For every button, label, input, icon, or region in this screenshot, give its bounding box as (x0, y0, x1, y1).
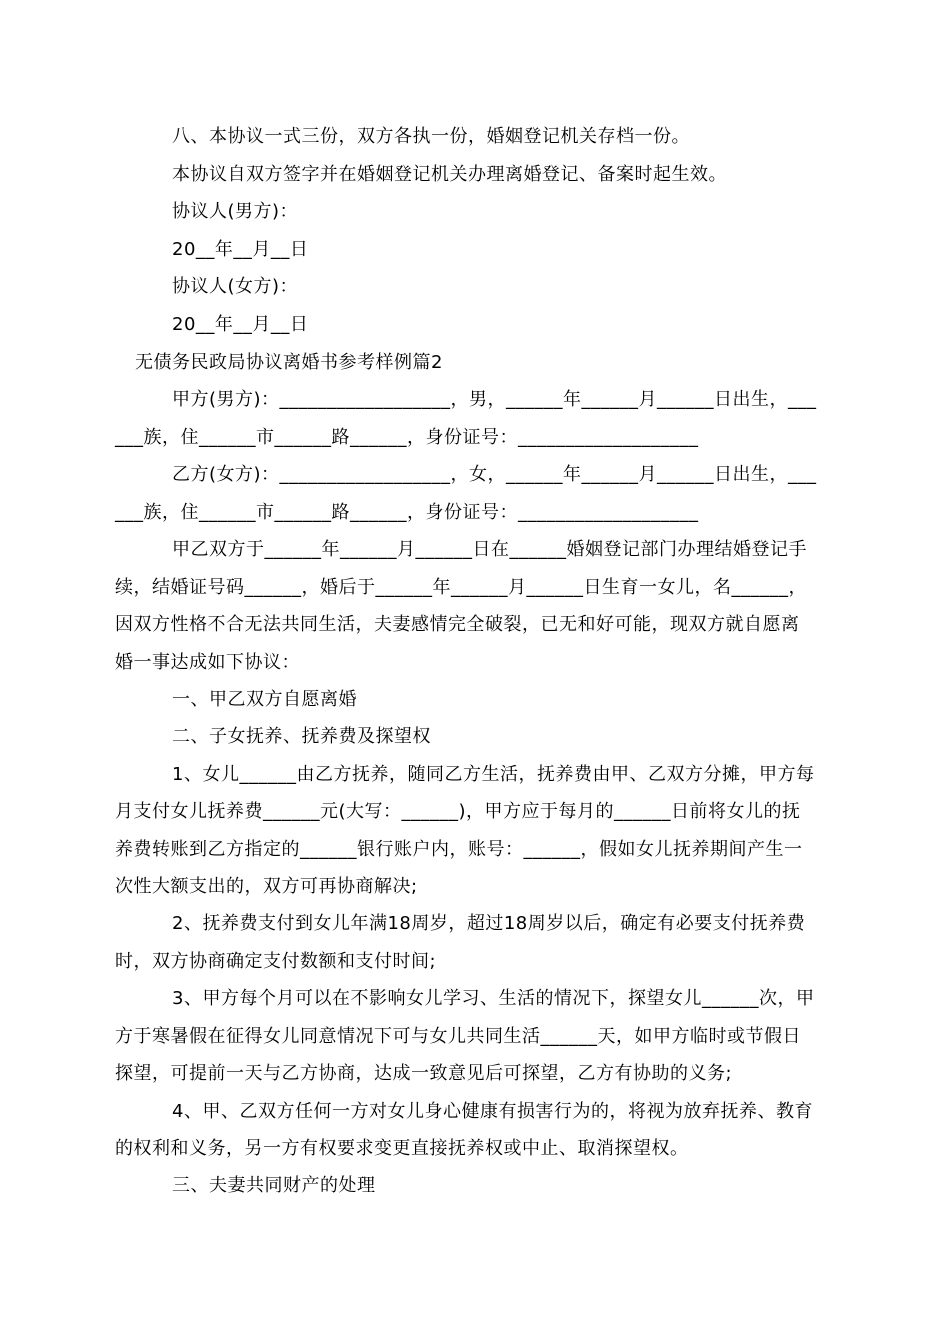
item-4-line-1: 4、甲、乙双方任何一方对女儿身心健康有损害行为的，将视为放弃抚养、教育 (172, 1101, 813, 1122)
item-3-line-1: 3、甲方每个月可以在不影响女儿学习、生活的情况下，探望女儿______次，甲 (172, 988, 815, 1009)
effective-clause-line: 本协议自双方签字并在婚姻登记机关办理离婚登记、备案时起生效。 (172, 164, 727, 185)
section-heading: 无债务民政局协议离婚书参考样例篇2 (135, 352, 443, 373)
party-b-line-1: 乙方(女方)：__________________，女，______年______月______日出生，___ (172, 464, 817, 485)
item-3-line-3: 探望，可提前一天与乙方协商，达成一致意见后可探望，乙方有协助的义务; (115, 1063, 733, 1084)
marriage-paragraph-line-3: 因双方性格不合无法共同生活，夫妻感情完全破裂，已无和好可能，现双方就自愿离 (115, 614, 800, 635)
party-a-line-2: ___族，住______市______路______，身份证号：___________________ (115, 427, 699, 448)
signatory-female-label: 协议人(女方)： (172, 276, 299, 297)
marriage-paragraph-line-2: 续，结婚证号码______，婚后于______年______月______日生育一女儿，名______， (115, 577, 807, 598)
item-1-line-3: 养费转账到乙方指定的______银行账户内，账号：______，假如女儿抚养期间产生一 (115, 839, 803, 860)
item-1-line-1: 1、女儿______由乙方抚养，随同乙方生活，抚养费由甲、乙双方分摊，甲方每 (172, 764, 815, 785)
item-2-line-2: 时，双方协商确定支付数额和支付时间; (115, 951, 437, 972)
item-2-line-1: 2、抚养费支付到女儿年满18周岁，超过18周岁以后，确定有必要支付抚养费 (172, 913, 806, 934)
date-line-female: 20__年__月__日 (172, 314, 309, 335)
item-1-line-4: 次性大额支出的，双方可再协商解决; (115, 876, 418, 897)
party-b-line-2: ___族，住______市______路______，身份证号：___________________ (115, 502, 699, 523)
date-line-male: 20__年__月__日 (172, 239, 309, 260)
party-a-line-1: 甲方(男方)：__________________，男，______年______月______日出生，___ (172, 389, 817, 410)
marriage-paragraph-line-1: 甲乙双方于______年______月______日在______婚姻登记部门办理结婚登记手 (172, 539, 807, 560)
clause-8-line: 八、本协议一式三份，双方各执一份，婚姻登记机关存档一份。 (172, 126, 690, 147)
marriage-paragraph-line-4: 婚一事达成如下协议： (115, 652, 300, 673)
article-1-heading: 一、甲乙双方自愿离婚 (172, 689, 357, 710)
item-4-line-2: 的权利和义务，另一方有权要求变更直接抚养权或中止、取消探望权。 (115, 1138, 689, 1159)
article-2-heading: 二、子女抚养、抚养费及探望权 (172, 726, 431, 747)
article-3-heading: 三、夫妻共同财产的处理 (172, 1175, 376, 1196)
signatory-male-label: 协议人(男方)： (172, 201, 299, 222)
item-1-line-2: 月支付女儿抚养费______元(大写：______)，甲方应于每月的______日前将女儿的抚 (115, 801, 801, 822)
item-3-line-2: 方于寒暑假在征得女儿同意情况下可与女儿共同生活______天，如甲方临时或节假日 (115, 1026, 801, 1047)
